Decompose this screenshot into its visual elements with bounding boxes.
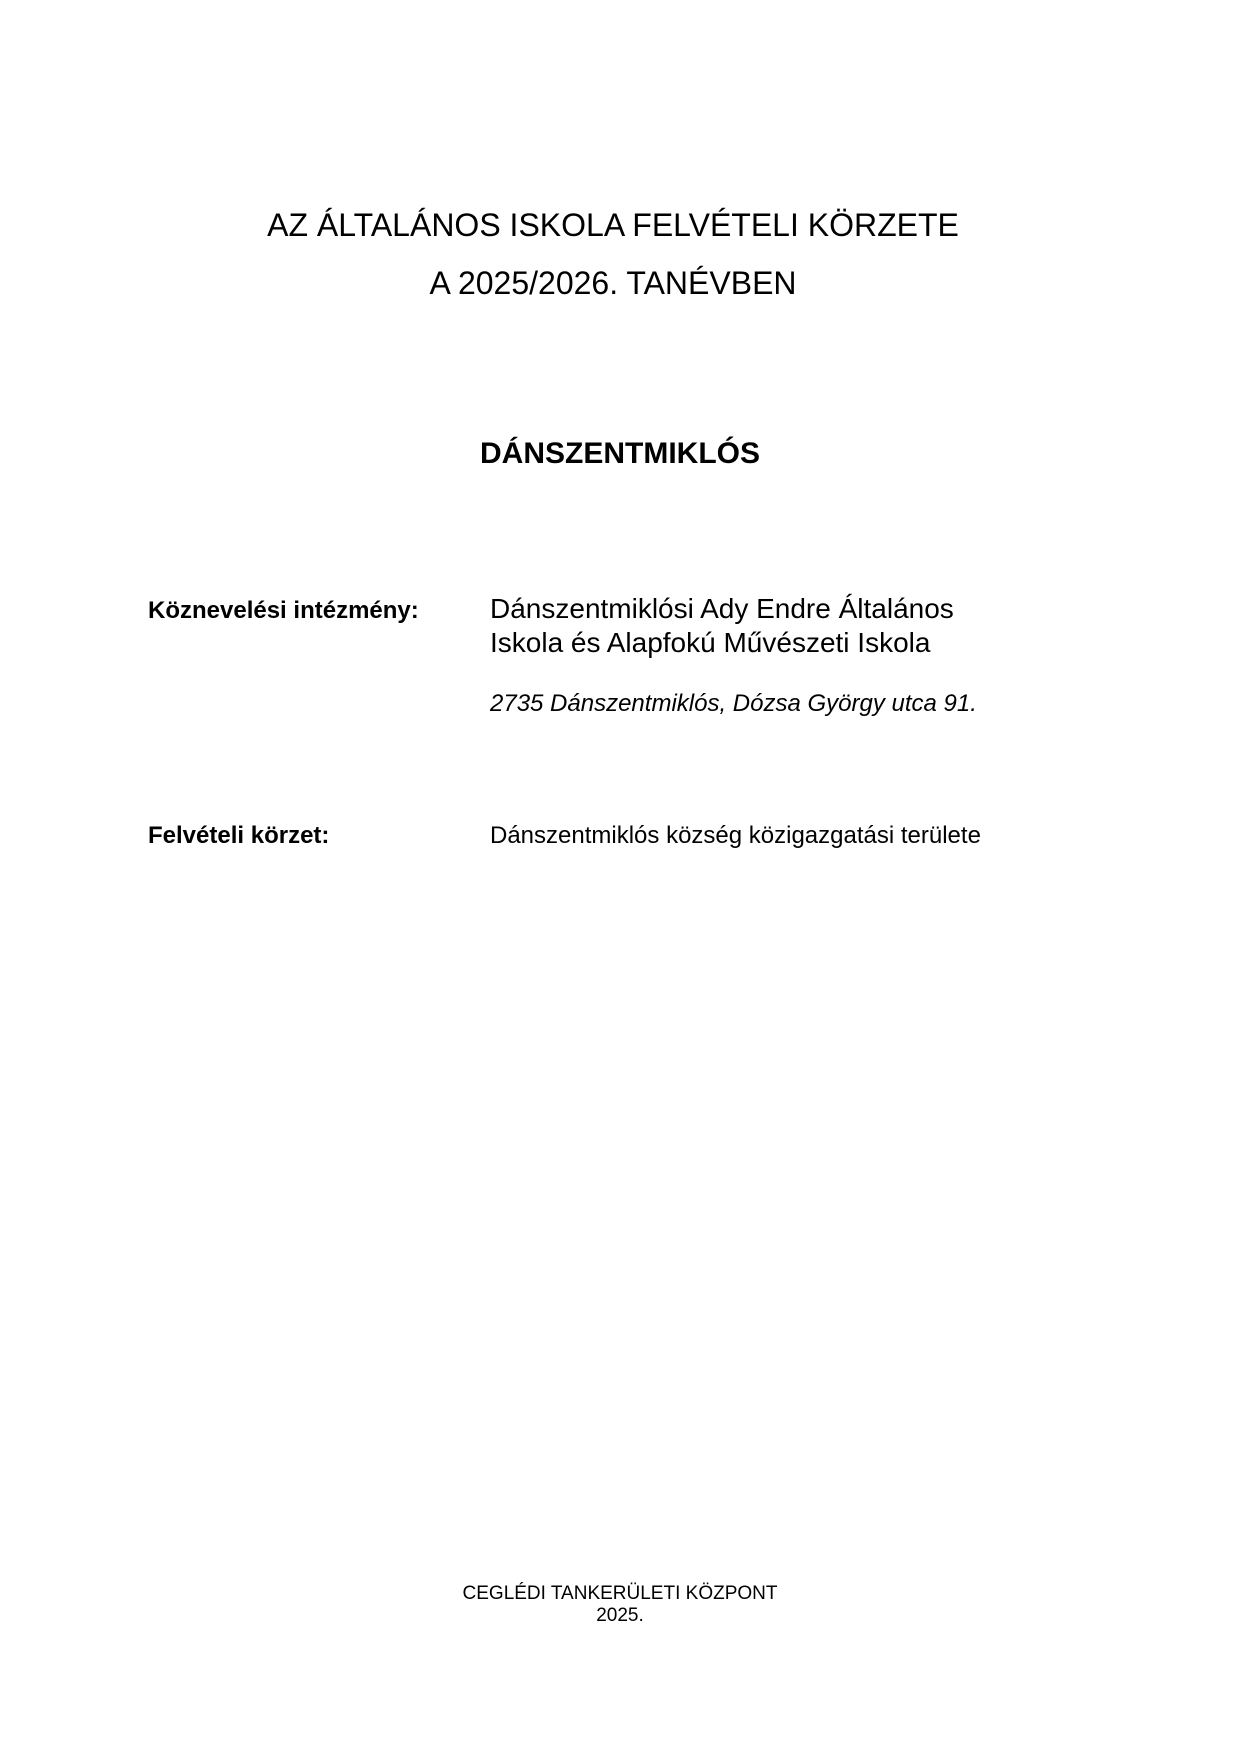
footer-year: 2025. <box>596 1605 644 1626</box>
admission-district-value: Dánszentmiklós község közigazgatási területe <box>490 822 981 849</box>
institution-name-line-1: Dánszentmiklósi Ady Endre Általános <box>490 593 954 624</box>
locality-heading: DÁNSZENTMIKLÓS <box>480 437 760 470</box>
footer-organization: CEGLÉDI TANKERÜLETI KÖZPONT <box>462 1583 778 1604</box>
document-title-line-2: A 2025/2026. TANÉVBEN <box>429 265 797 301</box>
document-title-line-1: AZ ÁLTALÁNOS ISKOLA FELVÉTELI KÖRZETE <box>267 207 959 243</box>
institution-label: Köznevelési intézmény: <box>148 597 419 624</box>
admission-district-label: Felvételi körzet: <box>148 822 330 849</box>
institution-address: 2735 Dánszentmiklós, Dózsa György utca 91. <box>490 690 977 717</box>
institution-name-line-2: Iskola és Alapfokú Művészeti Iskola <box>490 627 931 658</box>
